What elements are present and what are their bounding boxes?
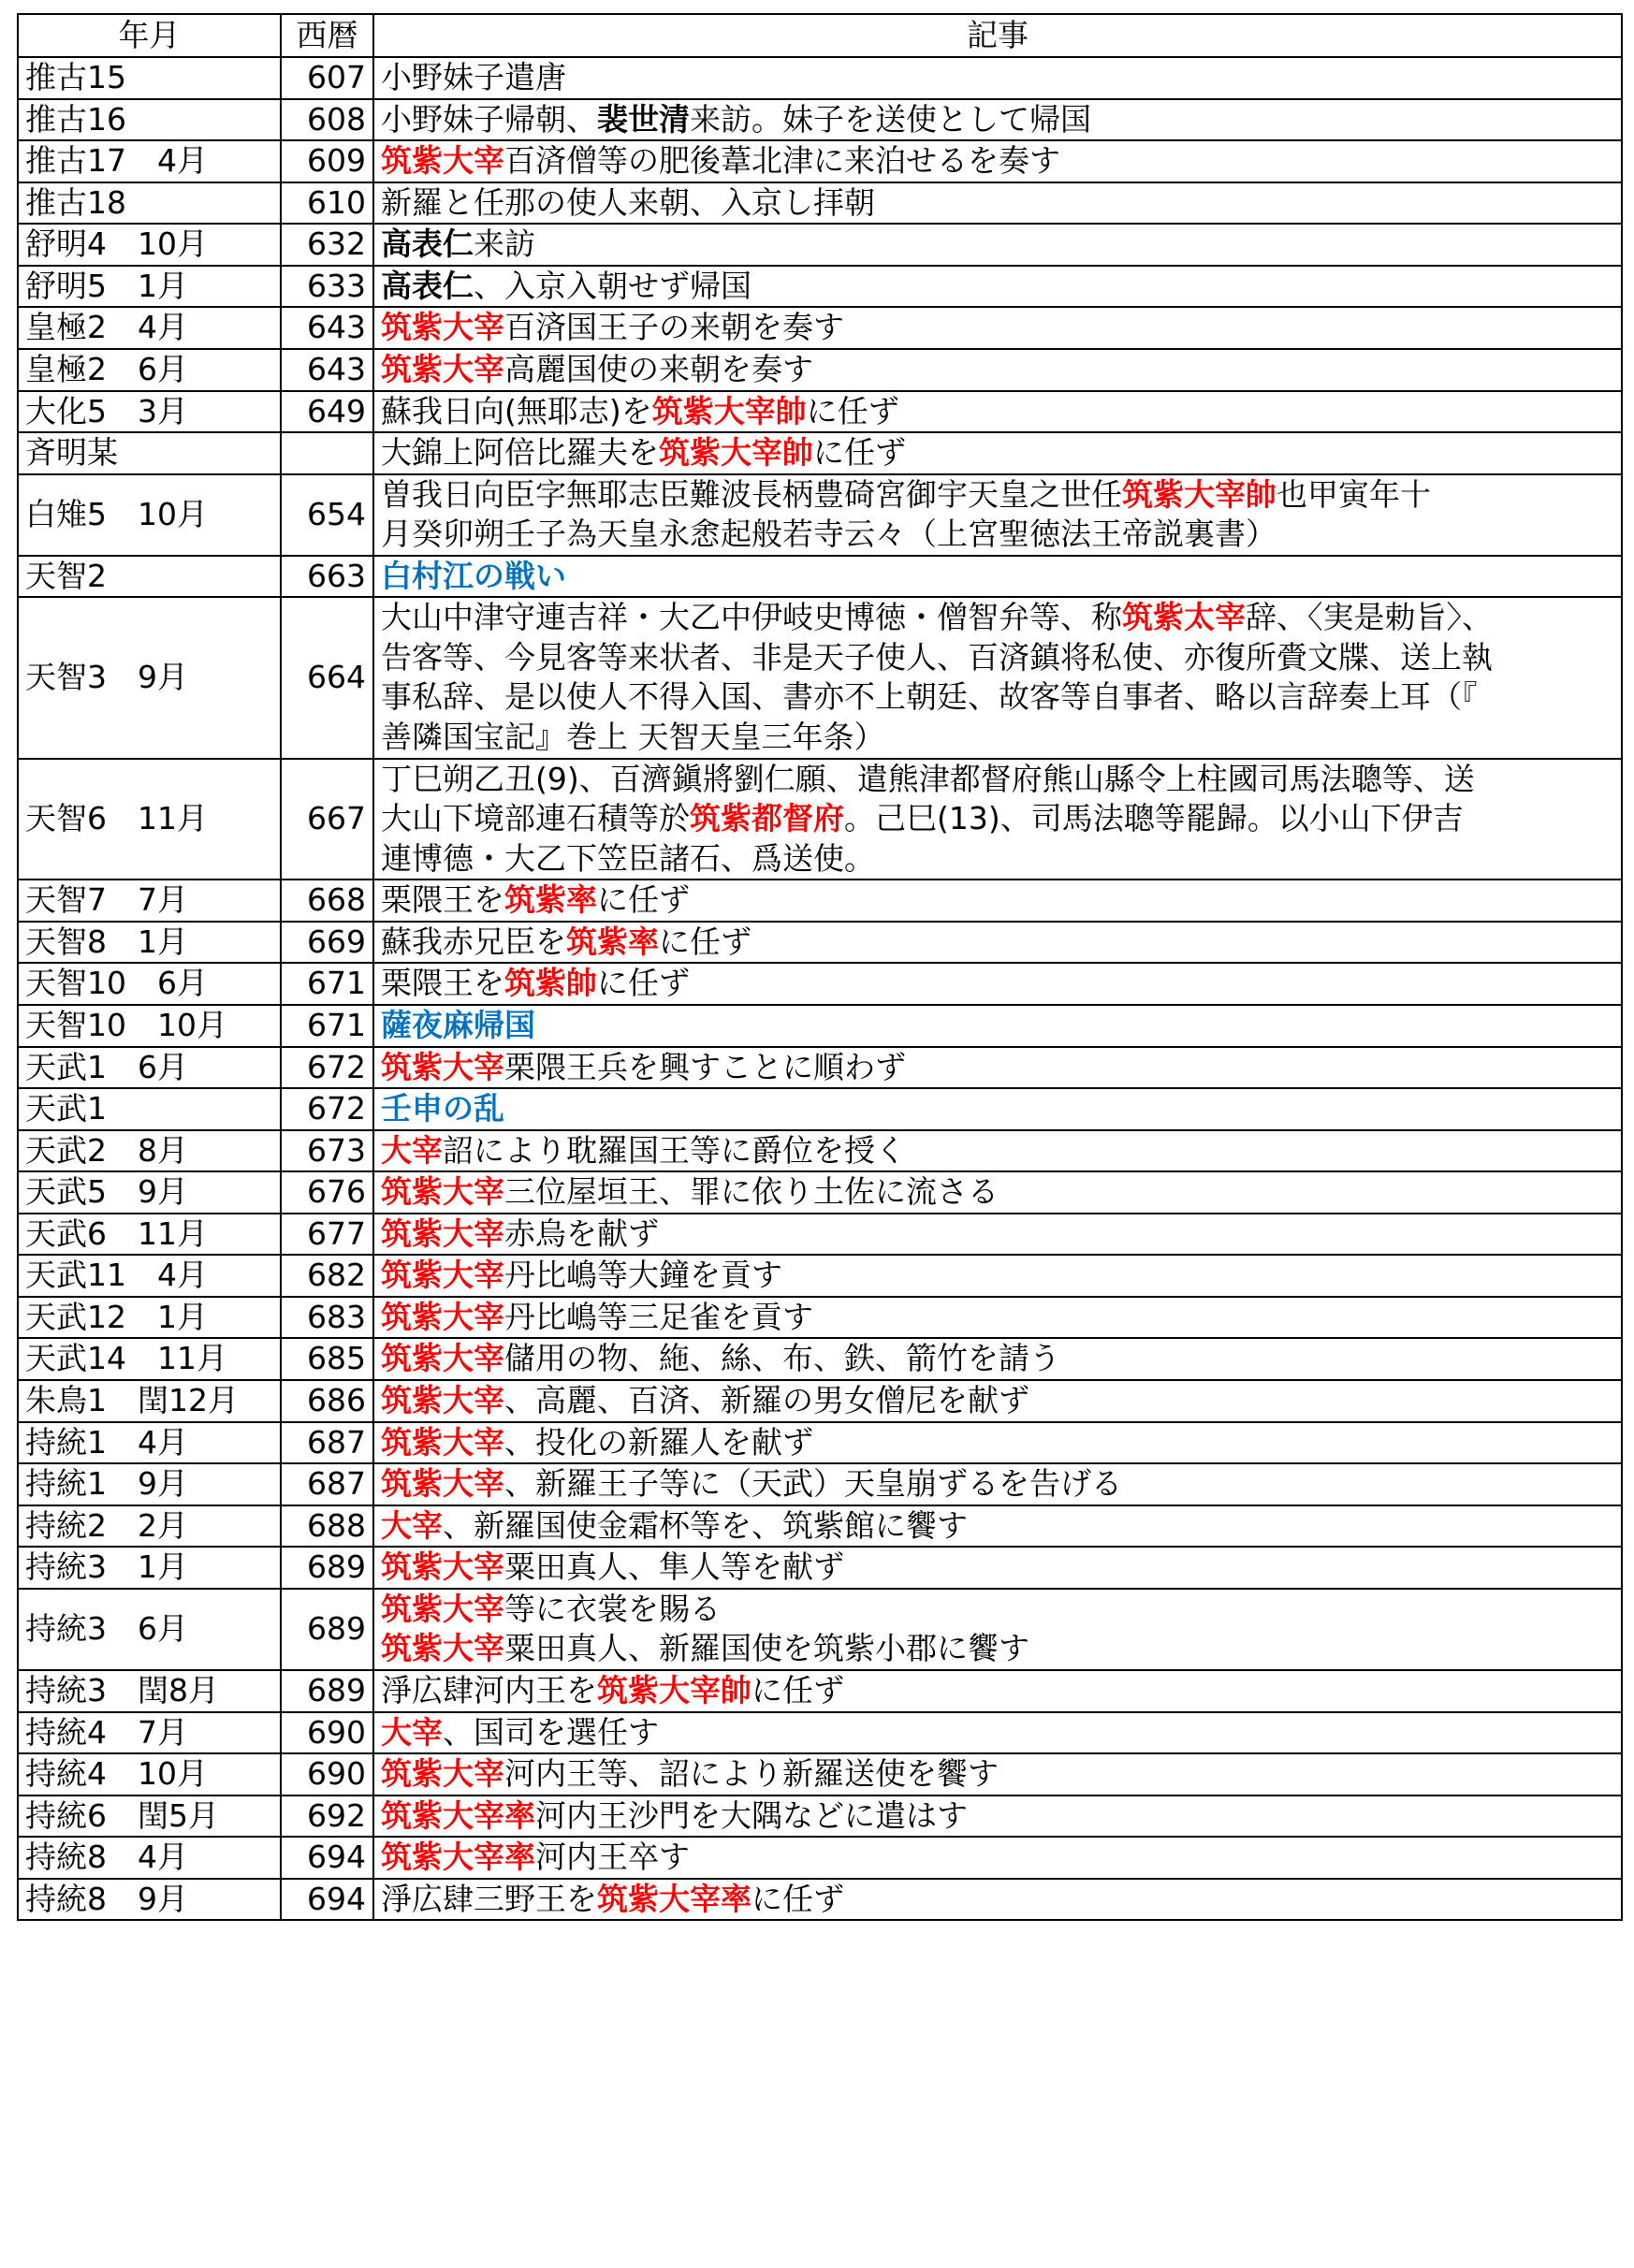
event-text: 淨広肆河内王を [381,1671,597,1708]
cell-year: 天武1 [18,1088,281,1130]
event-text: 蘇我赤兄臣を [381,923,566,960]
cell-event [373,1837,1622,1879]
table-row [18,266,1622,308]
event-line [381,1298,1614,1338]
table-row [18,1463,1622,1505]
event-line [381,1880,1614,1920]
event-line [381,433,1614,473]
highlight-text: 筑紫大宰 [381,1423,504,1461]
event-line [381,475,1614,516]
cell-ad: 671 [281,1005,373,1047]
cell-ad [281,432,373,474]
cell-event [373,1297,1622,1339]
cell-year: 天武14 11月 [18,1338,281,1380]
cell-event [373,1255,1622,1297]
event-text: 詔により耽羅国王等に爵位を授く [443,1131,906,1169]
cell-year: 天智10 6月 [18,963,281,1005]
event-text: に任ず [751,1671,844,1708]
event-text: 辞、〈実是勅旨〉、 [1246,599,1493,636]
event-text: 大山下境部連石積等於 [381,800,690,837]
cell-year: 天智10 10月 [18,1005,281,1047]
cell-ad: 649 [281,391,373,433]
highlight-text: 筑紫大宰 [381,1340,504,1377]
event-text: 、国司を選任す [443,1713,659,1751]
event-text: 丹比嶋等三足雀を貢す [504,1298,813,1335]
cell-year: 天武1 6月 [18,1047,281,1089]
highlight-text: 筑紫大宰 [381,1173,504,1211]
event-text: に任ず [806,392,899,429]
highlight-text: 筑紫大宰率 [381,1839,535,1876]
cell-event [373,759,1622,880]
cell-year: 推古15 [18,57,281,99]
cell-event [373,474,1622,556]
cell-event [373,1712,1622,1754]
table-row [18,1837,1622,1879]
event-line [381,1214,1614,1255]
cell-event [373,1171,1622,1214]
cell-event [373,597,1622,758]
event-line [381,638,1614,678]
event-line [381,1629,1614,1669]
event-line [381,1590,1614,1630]
event-text: に任ず [659,923,751,960]
table-row [18,391,1622,433]
cell-year: 持統1 4月 [18,1422,281,1464]
cell-year: 持統3 1月 [18,1547,281,1589]
cell-ad: 667 [281,759,373,880]
cell-event [373,1589,1622,1670]
highlight-text: 壬申の乱 [381,1090,504,1127]
event-line [381,225,1614,265]
highlight-text: 大宰 [381,1713,443,1751]
cell-year: 天智3 9月 [18,597,281,758]
event-line [381,1131,1614,1171]
event-line [381,1048,1614,1088]
cell-ad: 609 [281,140,373,182]
cell-event [373,99,1622,141]
event-line [381,308,1614,348]
cell-ad: 683 [281,1297,373,1339]
cell-event [373,224,1622,266]
event-line [381,677,1614,718]
event-line [381,1838,1614,1878]
cell-ad: 685 [281,1338,373,1380]
cell-year: 皇極2 6月 [18,349,281,391]
event-line [381,1713,1614,1753]
highlight-text: 筑紫大宰 [381,1465,504,1503]
header-ad: 西暦 [281,14,373,57]
cell-ad: 654 [281,474,373,556]
cell-event [373,1130,1622,1172]
event-text: 等に衣裳を賜る [504,1590,721,1627]
cell-ad: 690 [281,1753,373,1796]
event-line [381,964,1614,1004]
event-text: 小野妹子遣唐 [381,59,566,95]
cell-year: 朱鳥1 閏12月 [18,1380,281,1422]
cell-year: 皇極2 4月 [18,307,281,349]
event-text: 善隣国宝記』巻上 天智天皇三年条） [381,719,885,755]
cell-ad: 672 [281,1088,373,1130]
table-row [18,99,1622,141]
event-text: 曽我日向臣字無耶志臣難波長柄豊碕宮御宇天皇之世任 [381,475,1122,513]
cell-year: 斉明某 [18,432,281,474]
highlight-text: 筑紫大宰帥 [651,392,807,429]
highlight-text: 筑紫都督府 [690,800,844,837]
cell-year: 大化5 3月 [18,391,281,433]
cell-event [373,1047,1622,1089]
header-event: 記事 [373,14,1622,57]
event-text: 小野妹子帰朝、 [381,100,597,138]
cell-ad: 676 [281,1171,373,1214]
cell-event [373,140,1622,182]
event-text: 、高麗、百済、新羅の男女僧尼を献ず [504,1382,1029,1418]
event-line [381,880,1614,921]
highlight-text: 筑紫大宰帥 [659,434,813,472]
cell-ad: 668 [281,880,373,922]
cell-ad: 687 [281,1463,373,1505]
event-line [381,141,1614,182]
cell-event [373,266,1622,308]
table-row [18,1589,1622,1670]
event-text: 粟田真人、隼人等を献ず [504,1548,844,1586]
highlight-text: 高表仁 [381,225,474,263]
cell-year: 天智7 7月 [18,880,281,922]
event-text: 栗隈王を [381,965,504,1002]
event-line [381,1339,1614,1379]
table-row [18,1088,1622,1130]
event-line [381,923,1614,963]
cell-event [373,1753,1622,1796]
cell-ad: 632 [281,224,373,266]
event-text: 高麗国使の来朝を奏す [504,350,813,387]
cell-year: 天武2 8月 [18,1130,281,1172]
cell-ad: 689 [281,1547,373,1589]
event-text: 赤烏を献ず [504,1214,659,1252]
cell-event [373,349,1622,391]
cell-year: 持統2 2月 [18,1505,281,1548]
cell-ad: 672 [281,1047,373,1089]
cell-ad: 688 [281,1505,373,1548]
event-line [381,350,1614,390]
event-line [381,1754,1614,1795]
event-line [381,1089,1614,1129]
event-text: 来訪。妹子を送使として帰国 [690,100,1091,138]
event-text: 河内王沙門を大隅などに遣はす [535,1796,968,1834]
cell-ad: 671 [281,963,373,1005]
cell-ad: 689 [281,1670,373,1712]
cell-year: 持統8 4月 [18,1837,281,1879]
cell-ad: 694 [281,1837,373,1879]
event-text: 月癸卯朔壬子為天皇永悆起般若寺云々（上宮聖徳法王帝説裏書） [381,516,1277,553]
cell-year: 持統3 6月 [18,1589,281,1670]
cell-year: 持統4 7月 [18,1712,281,1754]
event-text: 栗隈王を [381,881,504,919]
highlight-text: 筑紫大宰 [381,1257,504,1294]
highlight-text: 筑紫太宰 [1122,599,1246,636]
cell-ad: 673 [281,1130,373,1172]
table-row [18,1214,1622,1256]
cell-event [373,1879,1622,1921]
highlight-text: 筑紫大宰率 [597,1880,751,1917]
event-text: 、新羅国使金霜杯等を、筑紫館に饗す [443,1506,968,1544]
cell-ad: 643 [281,307,373,349]
event-text: に任ず [751,1880,844,1917]
cell-ad: 694 [281,1879,373,1921]
cell-year: 持統8 9月 [18,1879,281,1921]
table-row [18,1338,1622,1380]
cell-event [373,1422,1622,1464]
table-row [18,1712,1622,1754]
event-text: 大錦上阿倍比羅夫を [381,434,659,472]
event-line [381,839,1614,880]
highlight-text: 筑紫大宰 [381,1630,504,1667]
event-text: 百済国王子の来朝を奏す [504,309,844,346]
highlight-text: 筑紫大宰 [381,1755,504,1793]
table-row [18,1380,1622,1422]
event-line [381,392,1614,432]
cell-event [373,922,1622,964]
cell-event [373,57,1622,99]
table-row [18,1547,1622,1589]
cell-ad: 692 [281,1796,373,1838]
cell-ad: 686 [281,1380,373,1422]
event-text: 丹比嶋等大鐘を貢す [504,1257,782,1294]
table-row [18,140,1622,182]
cell-ad: 689 [281,1589,373,1670]
event-text: 事私辞、是以使人不得入国、書亦不上朝廷、故客等自事者、略以言辞奏上耳（『 [381,678,1478,716]
cell-year: 持統3 閏8月 [18,1670,281,1712]
table-row [18,1505,1622,1548]
table-row [18,1670,1622,1712]
cell-year: 舒明5 1月 [18,266,281,308]
event-line [381,557,1614,597]
highlight-text: 筑紫大宰 [381,142,504,180]
table-row [18,1753,1622,1796]
event-line [381,1548,1614,1588]
highlight-text: 裴世清 [597,100,690,138]
cell-ad: 664 [281,597,373,758]
event-text: に任ず [813,434,906,472]
event-text: 丁巳朔乙丑(9)、百濟鎭將劉仁願、遣熊津都督府熊山縣令上柱國司馬法聰等、送 [381,760,1475,797]
table-row [18,1130,1622,1172]
event-line [381,799,1614,839]
event-line [381,598,1614,638]
highlight-text: 筑紫大宰 [381,1214,504,1252]
cell-event [373,391,1622,433]
event-line [381,1381,1614,1421]
cell-event [373,307,1622,349]
highlight-text: 筑紫大宰 [381,1590,504,1627]
table-row [18,880,1622,922]
cell-year: 持統1 9月 [18,1463,281,1505]
cell-ad: 677 [281,1214,373,1256]
event-text: 百済僧等の肥後葦北津に来泊せるを奏す [504,142,1060,180]
cell-event [373,1338,1622,1380]
cell-ad: 669 [281,922,373,964]
highlight-text: 筑紫大宰 [381,350,504,387]
cell-ad: 608 [281,99,373,141]
event-text: 河内王卒す [535,1839,690,1876]
event-text: に任ず [597,965,690,1002]
cell-ad: 643 [281,349,373,391]
cell-event [373,182,1622,225]
cell-year: 天武12 1月 [18,1297,281,1339]
highlight-text: 薩夜麻帰国 [381,1006,535,1043]
event-line [381,1423,1614,1463]
event-line [381,718,1614,758]
event-line [381,1506,1614,1547]
event-text: 三位屋垣王、罪に依り土佐に流さる [504,1173,999,1211]
highlight-text: 高表仁 [381,267,474,304]
event-line [381,760,1614,800]
highlight-text: 筑紫大宰帥 [597,1671,751,1708]
cell-year: 天智6 11月 [18,759,281,880]
cell-year: 天智2 [18,556,281,598]
highlight-text: 筑紫大宰 [381,1382,504,1418]
cell-year: 持統4 10月 [18,1753,281,1796]
table-row [18,759,1622,880]
table-row [18,474,1622,556]
table-row [18,349,1622,391]
highlight-text: 筑紫大宰 [381,309,504,346]
cell-year: 天智8 1月 [18,922,281,964]
cell-event [373,1088,1622,1130]
event-line [381,1671,1614,1711]
event-text: 。己巳(13)、司馬法聰等罷歸。以小山下伊吉 [844,800,1464,837]
highlight-text: 筑紫大宰帥 [1122,475,1277,513]
event-line [381,58,1614,98]
highlight-text: 筑紫大宰率 [381,1796,535,1834]
table-row [18,307,1622,349]
cell-event [373,432,1622,474]
event-line [381,1006,1614,1046]
cell-year: 持統6 閏5月 [18,1796,281,1838]
cell-event [373,1670,1622,1712]
table-row [18,1879,1622,1921]
header-year: 年月 [18,14,281,57]
event-text: 来訪 [474,225,535,263]
cell-event [373,1463,1622,1505]
table-row [18,597,1622,758]
chronology-table [17,13,1623,1921]
event-text: 栗隈王兵を興すことに順わず [504,1048,906,1085]
table-row [18,922,1622,964]
cell-event [373,1547,1622,1589]
cell-year: 舒明4 10月 [18,224,281,266]
cell-event [373,880,1622,922]
event-line [381,515,1614,555]
table-row [18,432,1622,474]
highlight-text: 筑紫率 [504,881,597,919]
highlight-text: 筑紫率 [566,923,659,960]
event-text: 淨広肆三野王を [381,1880,597,1917]
event-text: に任ず [597,881,690,919]
cell-ad: 663 [281,556,373,598]
event-text: 儲用の物、絁、絲、布、鉄、箭竹を請う [504,1340,1060,1377]
event-text: 、新羅王子等に（天武）天皇崩ずるを告げる [504,1465,1122,1503]
highlight-text: 大宰 [381,1131,443,1169]
event-line [381,100,1614,140]
event-line [381,183,1614,224]
header-row [18,14,1622,57]
cell-ad: 633 [281,266,373,308]
cell-event [373,556,1622,598]
event-line [381,267,1614,307]
highlight-text: 筑紫大宰 [381,1298,504,1335]
event-line [381,1172,1614,1213]
cell-year: 天武11 4月 [18,1255,281,1297]
event-line [381,1256,1614,1296]
cell-year: 推古16 [18,99,281,141]
table-row [18,57,1622,99]
table-row [18,1047,1622,1089]
table-row [18,1297,1622,1339]
event-text: 蘇我日向(無耶志)を [381,392,652,429]
highlight-text: 白村江の戦い [381,557,566,594]
table-row [18,963,1622,1005]
event-text: 河内王等、詔により新羅送使を饗す [504,1755,999,1793]
event-text: 大山中津守連吉祥・大乙中伊岐史博徳・僧智弁等、称 [381,599,1122,636]
table-row [18,1422,1622,1464]
event-text: 告客等、今見客等来状者、非是天子使人、百済鎮将私使、亦復所賫文牒、送上執 [381,638,1493,676]
table-row [18,1005,1622,1047]
table-row [18,1255,1622,1297]
cell-ad: 610 [281,182,373,225]
event-text: 也甲寅年十 [1277,475,1431,513]
table-row [18,182,1622,225]
table-row [18,1171,1622,1214]
table-row [18,224,1622,266]
event-text: 、入京入朝せず帰国 [474,267,751,304]
cell-event [373,1005,1622,1047]
event-text: 新羅と任那の使人来朝、入京し拝朝 [381,183,875,221]
highlight-text: 大宰 [381,1506,443,1544]
highlight-text: 筑紫大宰 [381,1048,504,1085]
highlight-text: 筑紫帥 [504,965,597,1002]
cell-ad: 682 [281,1255,373,1297]
cell-ad: 607 [281,57,373,99]
cell-ad: 687 [281,1422,373,1464]
table-row [18,556,1622,598]
cell-year: 推古17 4月 [18,140,281,182]
cell-event [373,1505,1622,1548]
cell-event [373,963,1622,1005]
cell-year: 天武6 11月 [18,1214,281,1256]
event-text: 粟田真人、新羅国使を筑紫小郡に饗す [504,1630,1029,1667]
cell-event [373,1380,1622,1422]
cell-event [373,1214,1622,1256]
cell-year: 白雉5 10月 [18,474,281,556]
event-text: 連博德・大乙下笠臣諸石、爲送使。 [381,839,875,877]
cell-year: 天武5 9月 [18,1171,281,1214]
event-text: 、投化の新羅人を献ず [504,1423,813,1461]
event-line [381,1464,1614,1505]
event-line [381,1796,1614,1837]
table-row [18,1796,1622,1838]
cell-ad: 690 [281,1712,373,1754]
cell-event [373,1796,1622,1838]
highlight-text: 筑紫大宰 [381,1548,504,1586]
cell-year: 推古18 [18,182,281,225]
